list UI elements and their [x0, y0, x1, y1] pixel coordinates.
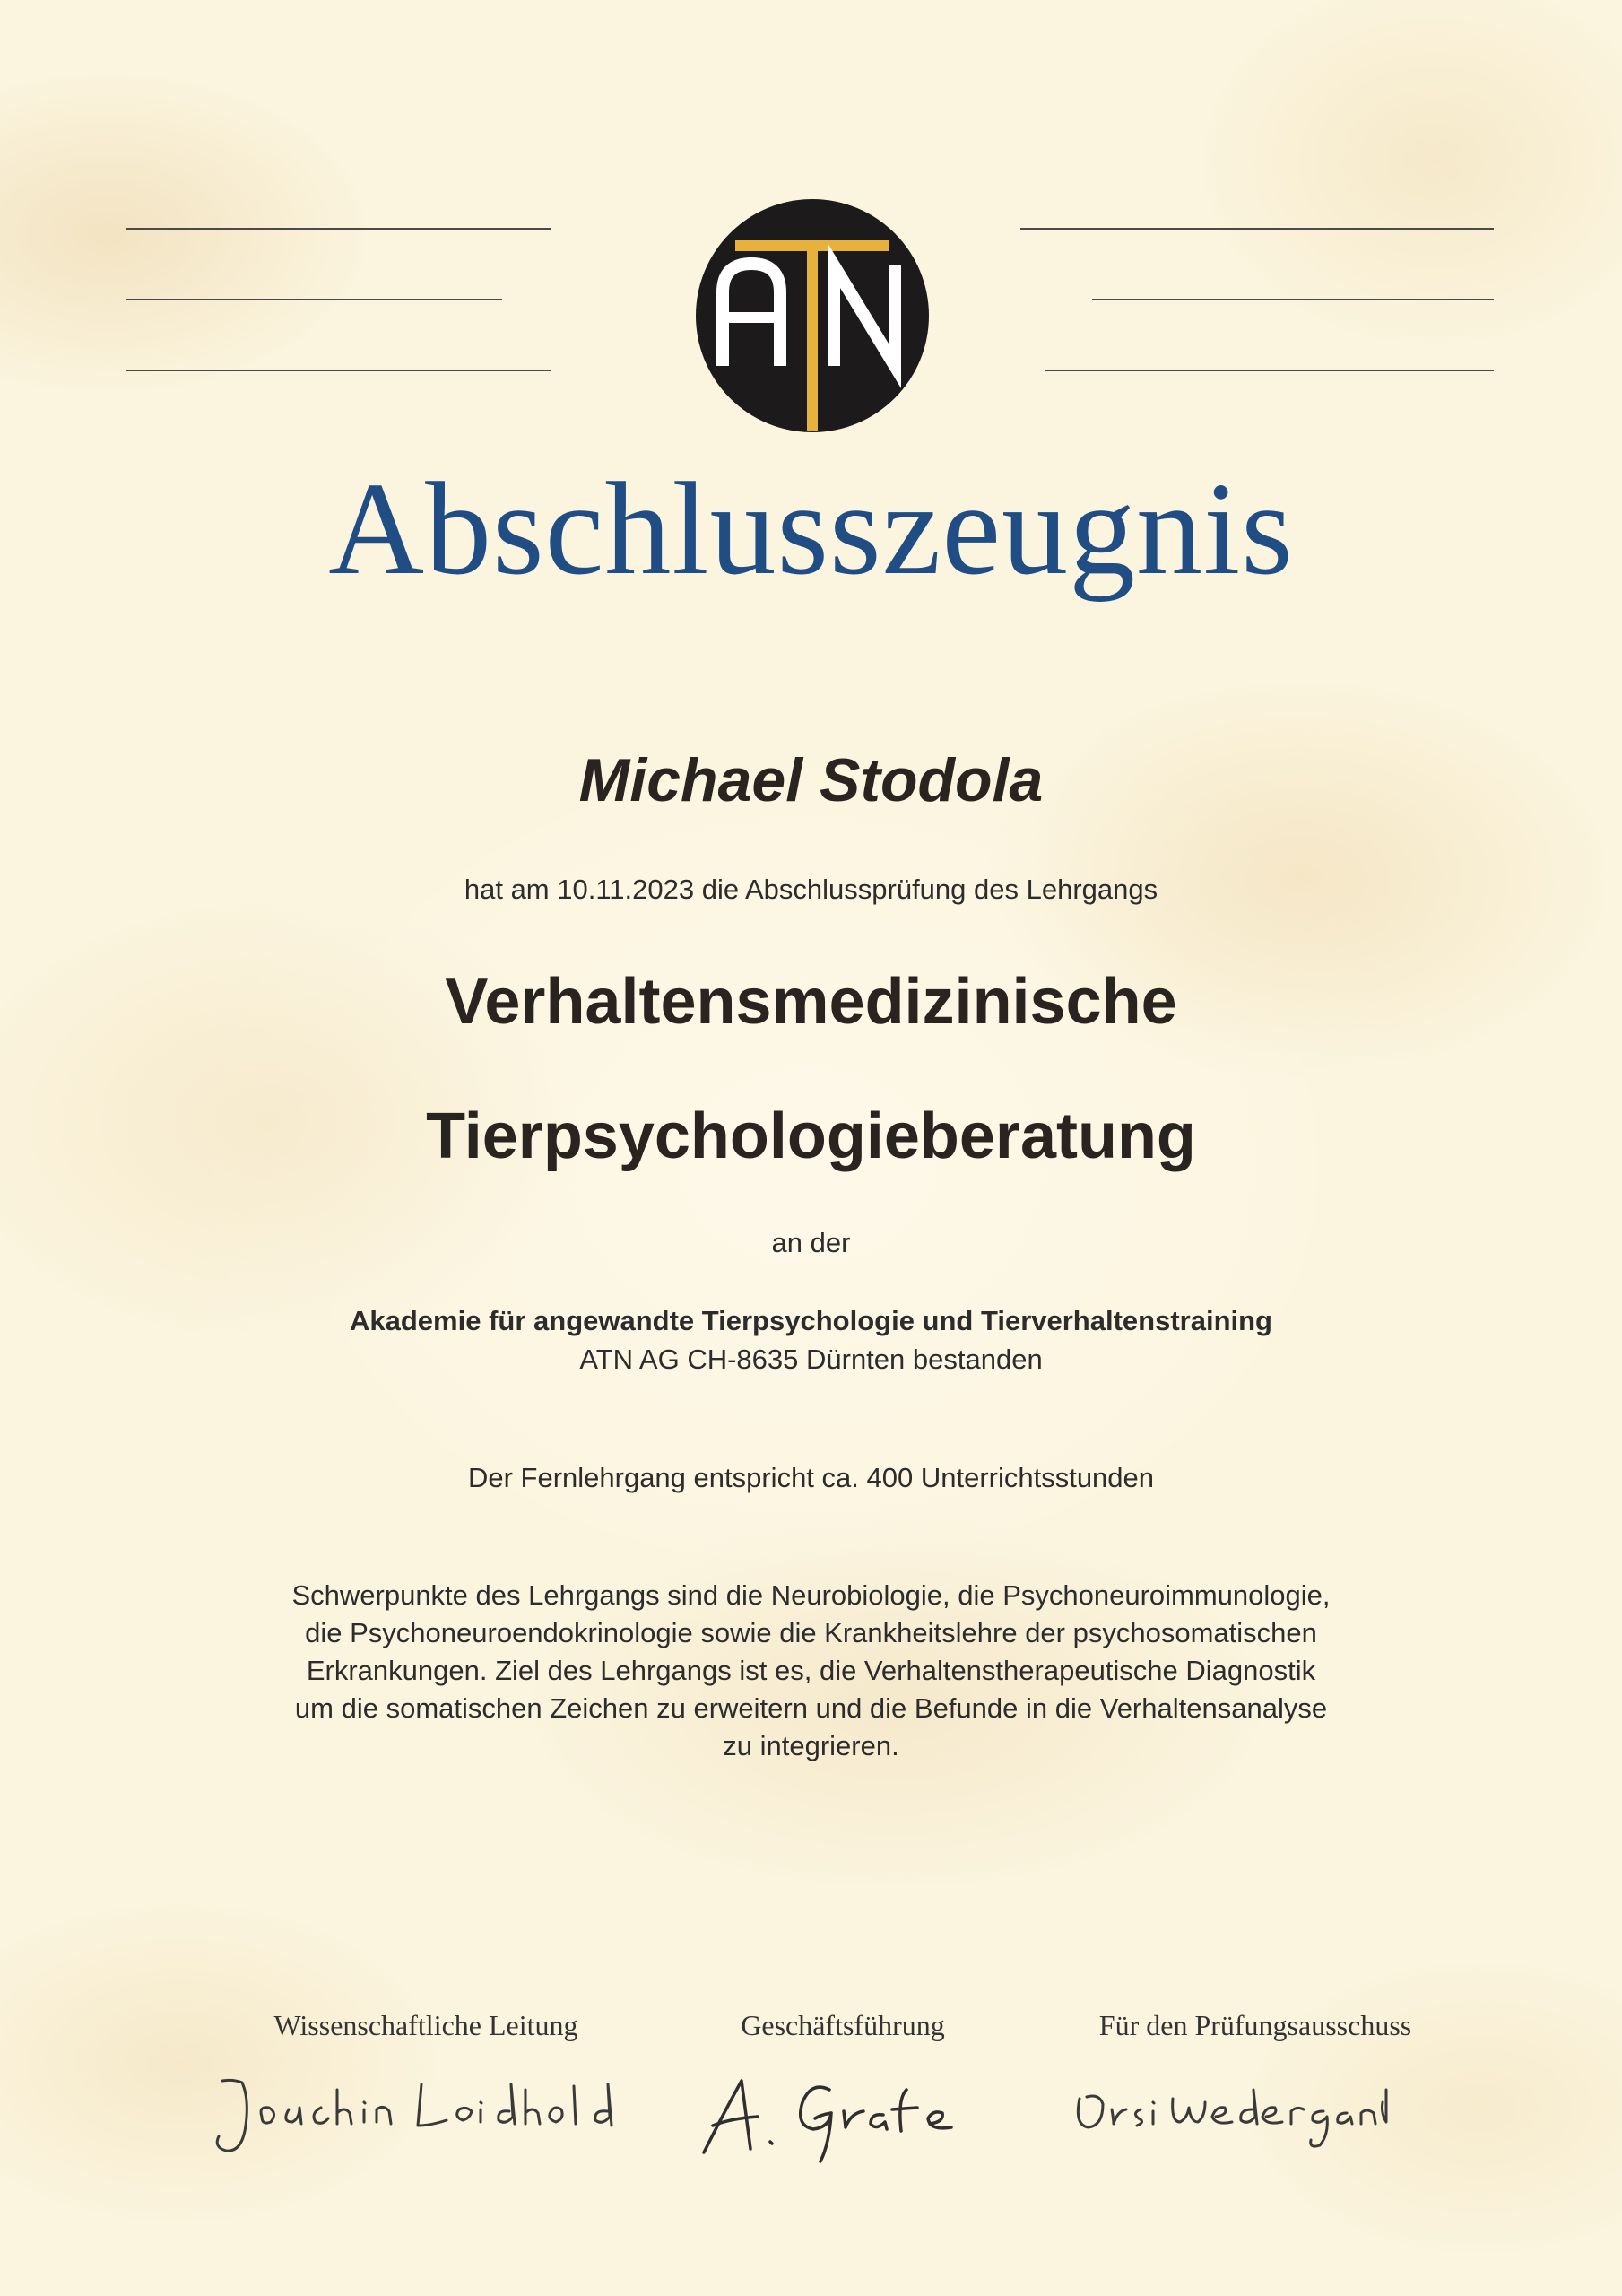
signature-label-scientific: Wissenschaftliche Leitung [273, 2009, 578, 2041]
academy-address: ATN AG CH-8635 Dürnten bestanden [579, 1344, 1043, 1375]
academy-name: Akademie für angewandte Tierpsychologie und Tierverhaltenstraining [350, 1305, 1272, 1336]
certificate-title: Abschlusszeugnis [328, 456, 1294, 603]
course-title-line-2: Tierpsychologieberatung [426, 1100, 1196, 1172]
signature-label-exam-board: Für den Prüfungsausschuss [1098, 2009, 1412, 2041]
course-description [0, 1577, 1622, 1765]
signature-leidhold [206, 2063, 637, 2170]
an-der-text: an der [771, 1227, 851, 1258]
description-line: Erkrankungen. Ziel des Lehrgangs ist es, die Verhaltenstherapeutische Diagnostik [306, 1655, 1316, 1686]
exam-line: hat am 10.11.2023 die Abschlussprüfung des Lehrgangs [464, 874, 1158, 905]
header-rule-left-2 [126, 299, 502, 300]
recipient-name: Michael Stodola [578, 746, 1044, 814]
hours-line: Der Fernlehrgang entspricht ca. 400 Unterrichtsstunden [467, 1462, 1155, 1493]
description-line: Schwerpunkte des Lehrgangs sind die Neurobiologie, die Psychoneuroimmunologie, [291, 1579, 1331, 1611]
description-line: um die somatischen Zeichen zu erweitern und die Befunde in die Verhaltensanalyse [294, 1692, 1328, 1724]
course-title-line-1: Verhaltensmedizinische [445, 966, 1177, 1038]
header-rule-right-3 [1045, 370, 1494, 371]
header-rule-right-1 [1020, 228, 1494, 230]
signature-wiedergand [1067, 2063, 1390, 2161]
header-rule-left-1 [126, 228, 551, 230]
atn-logo [683, 187, 941, 445]
signature-grafe [695, 2063, 1000, 2170]
description-line: die Psychoneuroendokrinologie sowie die Krankheitslehre der psychosomatischen [305, 1617, 1317, 1648]
header-rule-left-3 [126, 370, 551, 371]
header-rule-right-2 [1092, 299, 1494, 300]
description-line: zu integrieren. [723, 1730, 899, 1761]
signature-label-management: Geschäftsführung [741, 2009, 945, 2041]
